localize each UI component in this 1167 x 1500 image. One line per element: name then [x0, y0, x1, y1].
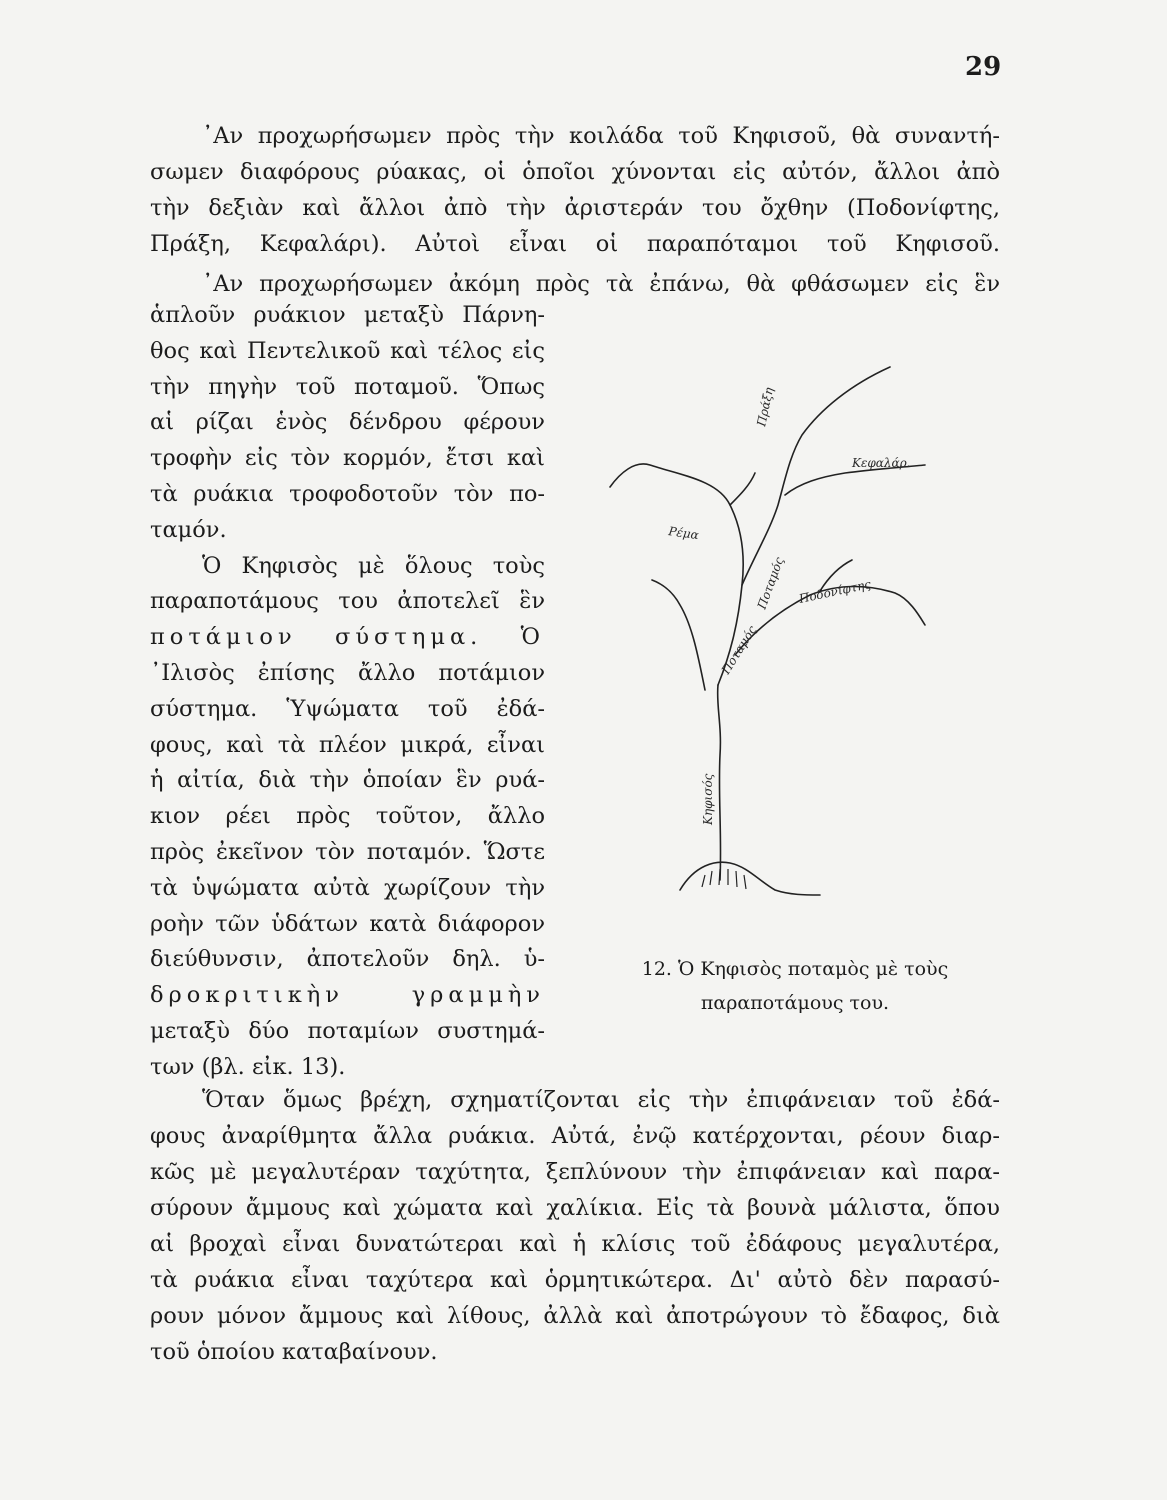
text-line: τὴν πηγὴν τοῦ ποταμοῦ. Ὅπως [150, 373, 545, 400]
river-system-figure [580, 355, 1020, 935]
text-line: φους, καὶ τὰ πλέον μικρά, εἶναι [150, 731, 545, 758]
text-line: δροκριτικὴν γραμμὴν [150, 982, 545, 1009]
label-potamos-2: Ποταμός [754, 555, 787, 612]
text-line: αἱ ρίζαι ἑνὸς δένδρου φέρουν [150, 409, 545, 436]
label-kifisos: Κηφισός [701, 773, 715, 825]
river-diagram [580, 355, 1020, 935]
text-line: ᾿Αν προχωρήσωμεν πρὸς τὴν κοιλάδα τοῦ Κηφισοῦ, θὰ συναντή- [202, 123, 1000, 149]
text-line: των (βλ. εἰκ. 13). [150, 1053, 346, 1080]
text-line: τοῦ ὁποίου καταβαίνουν. [150, 1339, 438, 1365]
label-praxi: Πράξη [754, 386, 777, 428]
paragraph-1 [150, 118, 1000, 302]
paragraph-3 [150, 1082, 1000, 1370]
text-line: μεταξὺ δύο ποταμίων συστημά- [150, 1017, 545, 1044]
label-potamos: Ποταμός [718, 623, 760, 677]
text-line: φους ἀναρίθμητα ἄλλα ρυάκια. Αὐτά, ἐνῷ κατέρχονται, ρέουν διαρ- [150, 1123, 1000, 1149]
text-line: ἡ αἰτία, διὰ τὴν ὁποίαν ἓν ρυά- [150, 767, 545, 794]
text-line: σωμεν διαφόρους ρύακας, οἱ ὁποῖοι χύνονται εἰς αὐτόν, ἄλλοι ἀπὸ [150, 159, 1000, 185]
text-line: κῶς μὲ μεγαλυτέραν ταχύτητα, ξεπλύνουν τὴν ἐπιφάνειαν καὶ παρα- [150, 1159, 1000, 1185]
text-line: ροὴν τῶν ὑδάτων κατὰ διάφορον [150, 910, 545, 937]
text-line: τροφὴν εἰς τὸν κορμόν, ἔτσι καὶ [150, 445, 545, 472]
page-number: 29 [965, 52, 1002, 82]
text-line: ταμόν. [150, 516, 227, 543]
river-left-fork [610, 464, 743, 685]
text-line: ᾿Αν προχωρήσωμεν ἀκόμη πρὸς τὰ ἐπάνω, θὰ φθάσωμεν εἰς ἓν [202, 271, 1000, 297]
river-source-mound [680, 862, 820, 895]
text-line: τὰ ρυάκια τροφοδοτοῦν τὸν πο- [150, 480, 545, 507]
text-line: διεύθυνσιν, ἀποτελοῦν δηλ. ὑ- [150, 946, 545, 973]
caption-line: παραποτάμους του. [700, 992, 890, 1014]
text-line: Πράξη, Κεφαλάρι). Αὐτοὶ εἶναι οἱ παραπόταμοι τοῦ Κηφισοῦ. [150, 231, 1000, 257]
text-line: ᾿Ιλισὸς ἐπίσης ἄλλο ποτάμιον [150, 659, 545, 686]
text-line: τὰ ὑψώματα αὐτὰ χωρίζουν τὴν [150, 874, 545, 901]
river-rema-branch [730, 473, 755, 505]
river-left-sub [652, 580, 705, 690]
label-rema: Ρέμα [667, 524, 700, 543]
text-line: κιον ρέει πρὸς τοῦτον, ἄλλο [150, 803, 545, 830]
text-line: αἱ βροχαὶ εἶναι δυνατώτεραι καὶ ἡ κλίσις τοῦ ἐδάφους μεγαλυτέρα, [150, 1231, 1000, 1257]
text-line: ἁπλοῦν ρυάκιον μεταξὺ Πάρνη- [150, 302, 545, 328]
text-line: τὰ ρυάκια εἶναι ταχύτερα καὶ ὁρμητικώτερα. Δι' αὐτὸ δὲν παρασύ- [150, 1267, 1000, 1293]
text-line: σύστημα. Ὑψώματα τοῦ ἐδά- [150, 695, 545, 722]
river-main-stem [718, 685, 721, 880]
text-line: ρουν μόνον ἄμμους καὶ λίθους, ἀλλὰ καὶ ἀποτρώγουν τὸ ἔδαφος, διὰ [150, 1303, 1000, 1329]
text-line: πρὸς ἐκεῖνον τὸν ποταμόν. Ὥστε [150, 838, 545, 865]
text-line: θος καὶ Πεντελικοῦ καὶ τέλος εἰς [150, 337, 545, 364]
figure-caption [610, 952, 980, 1020]
text-line: τὴν δεξιὰν καὶ ἄλλοι ἀπὸ τὴν ἀριστεράν του ὄχθην (Ποδονίφτης, [150, 195, 1000, 221]
text-line: σύρουν ἄμμους καὶ χώματα καὶ χαλίκια. Εἰς τὰ βουνὰ μάλιστα, ὅπου [150, 1195, 1000, 1221]
text-line: παραποτάμους του ἀποτελεῖ ἓν [150, 588, 545, 615]
text-line: Ὅταν ὅμως βρέχη, σχηματίζονται εἰς τὴν ἐπιφάνειαν τοῦ ἐδά- [202, 1087, 1000, 1113]
label-podonifti: Ποδονίφτης [797, 577, 873, 606]
label-kefalari: Κεφαλάρ. [852, 456, 911, 470]
text-line: Ὁ Κηφισὸς μὲ ὅλους τοὺς [202, 552, 545, 579]
text-line: ποτάμιον σύστημα. Ὁ [150, 624, 545, 651]
caption-line: 12. Ὁ Κηφισὸς ποταμὸς μὲ τοὺς [641, 958, 949, 980]
column-text [150, 298, 545, 1086]
